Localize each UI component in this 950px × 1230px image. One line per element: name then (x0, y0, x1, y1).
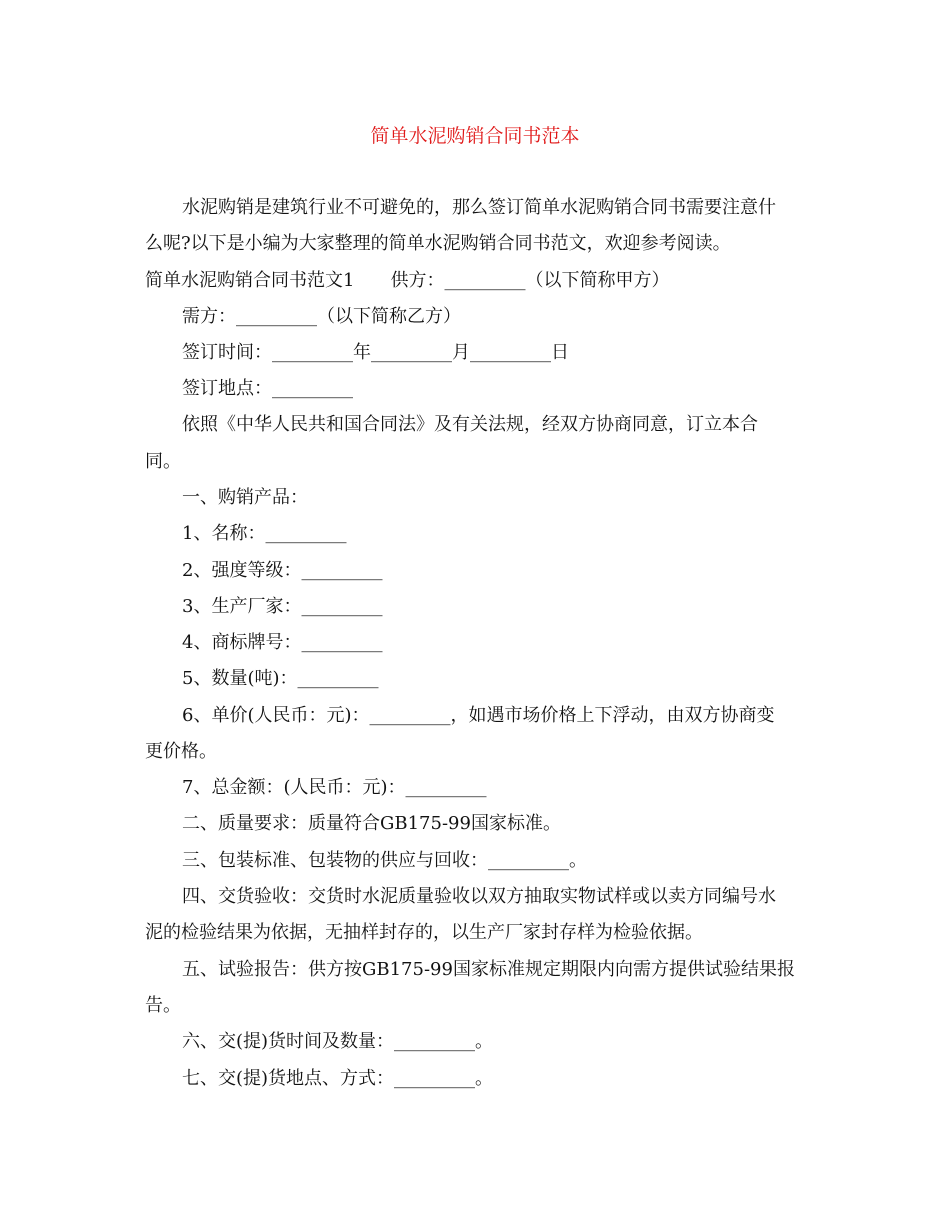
paragraph-line: 同。 (145, 451, 181, 472)
paragraph-line: 七、交(提)货地点、方式：_________。 (182, 1068, 494, 1089)
paragraph-line: 3、生产厂家：_________ (182, 596, 383, 617)
paragraph-line: 告。 (145, 995, 181, 1016)
paragraph-line: 签订地点：_________ (182, 378, 353, 399)
paragraph-line: 签订时间：_________年_________月_________日 (182, 342, 569, 363)
paragraph-line: 1、名称：_________ (182, 523, 347, 544)
paragraph-line: 泥的检验结果为依据，无抽样封存的，以生产厂家封存样为检验依据。 (145, 922, 703, 943)
paragraph-line: 2、强度等级：_________ (182, 560, 383, 581)
paragraph-line: 4、商标牌号：_________ (182, 632, 383, 653)
paragraph-line: 六、交(提)货时间及数量：_________。 (182, 1031, 494, 1052)
paragraph-line: 简单水泥购销合同书范文1 供方：_________（以下简称甲方） (145, 270, 670, 291)
paragraph-line: 需方：_________（以下简称乙方） (182, 306, 461, 327)
paragraph-line: 依照《中华人民共和国合同法》及有关法规，经双方协商同意，订立本合 (182, 414, 758, 435)
paragraph-line: 五、试验报告：供方按GB175-99国家标准规定期限内向需方提供试验结果报 (182, 959, 795, 980)
paragraph-line: 更价格。 (145, 741, 217, 762)
paragraph-line: 6、单价(人民币：元)：_________，如遇市场价格上下浮动，由双方协商变 (182, 705, 775, 726)
paragraph-line: 水泥购销是建筑行业不可避免的，那么签订简单水泥购销合同书需要注意什 (182, 197, 776, 218)
paragraph-line: 四、交货验收：交货时水泥质量验收以双方抽取实物试样或以卖方同编号水 (182, 886, 776, 907)
document-title: 简单水泥购销合同书范本 (370, 125, 580, 147)
paragraph-line: 一、购销产品： (182, 487, 308, 508)
paragraph-line: 5、数量(吨)：_________ (182, 668, 379, 689)
paragraph-line: 三、包装标准、包装物的供应与回收：_________。 (182, 850, 587, 871)
paragraph-line: 二、质量要求：质量符合GB175-99国家标准。 (182, 813, 561, 834)
paragraph-line: 7、总金额：(人民币：元)：_________ (182, 777, 487, 798)
paragraph-line: 么呢?以下是小编为大家整理的简单水泥购销合同书范文，欢迎参考阅读。 (145, 233, 731, 254)
